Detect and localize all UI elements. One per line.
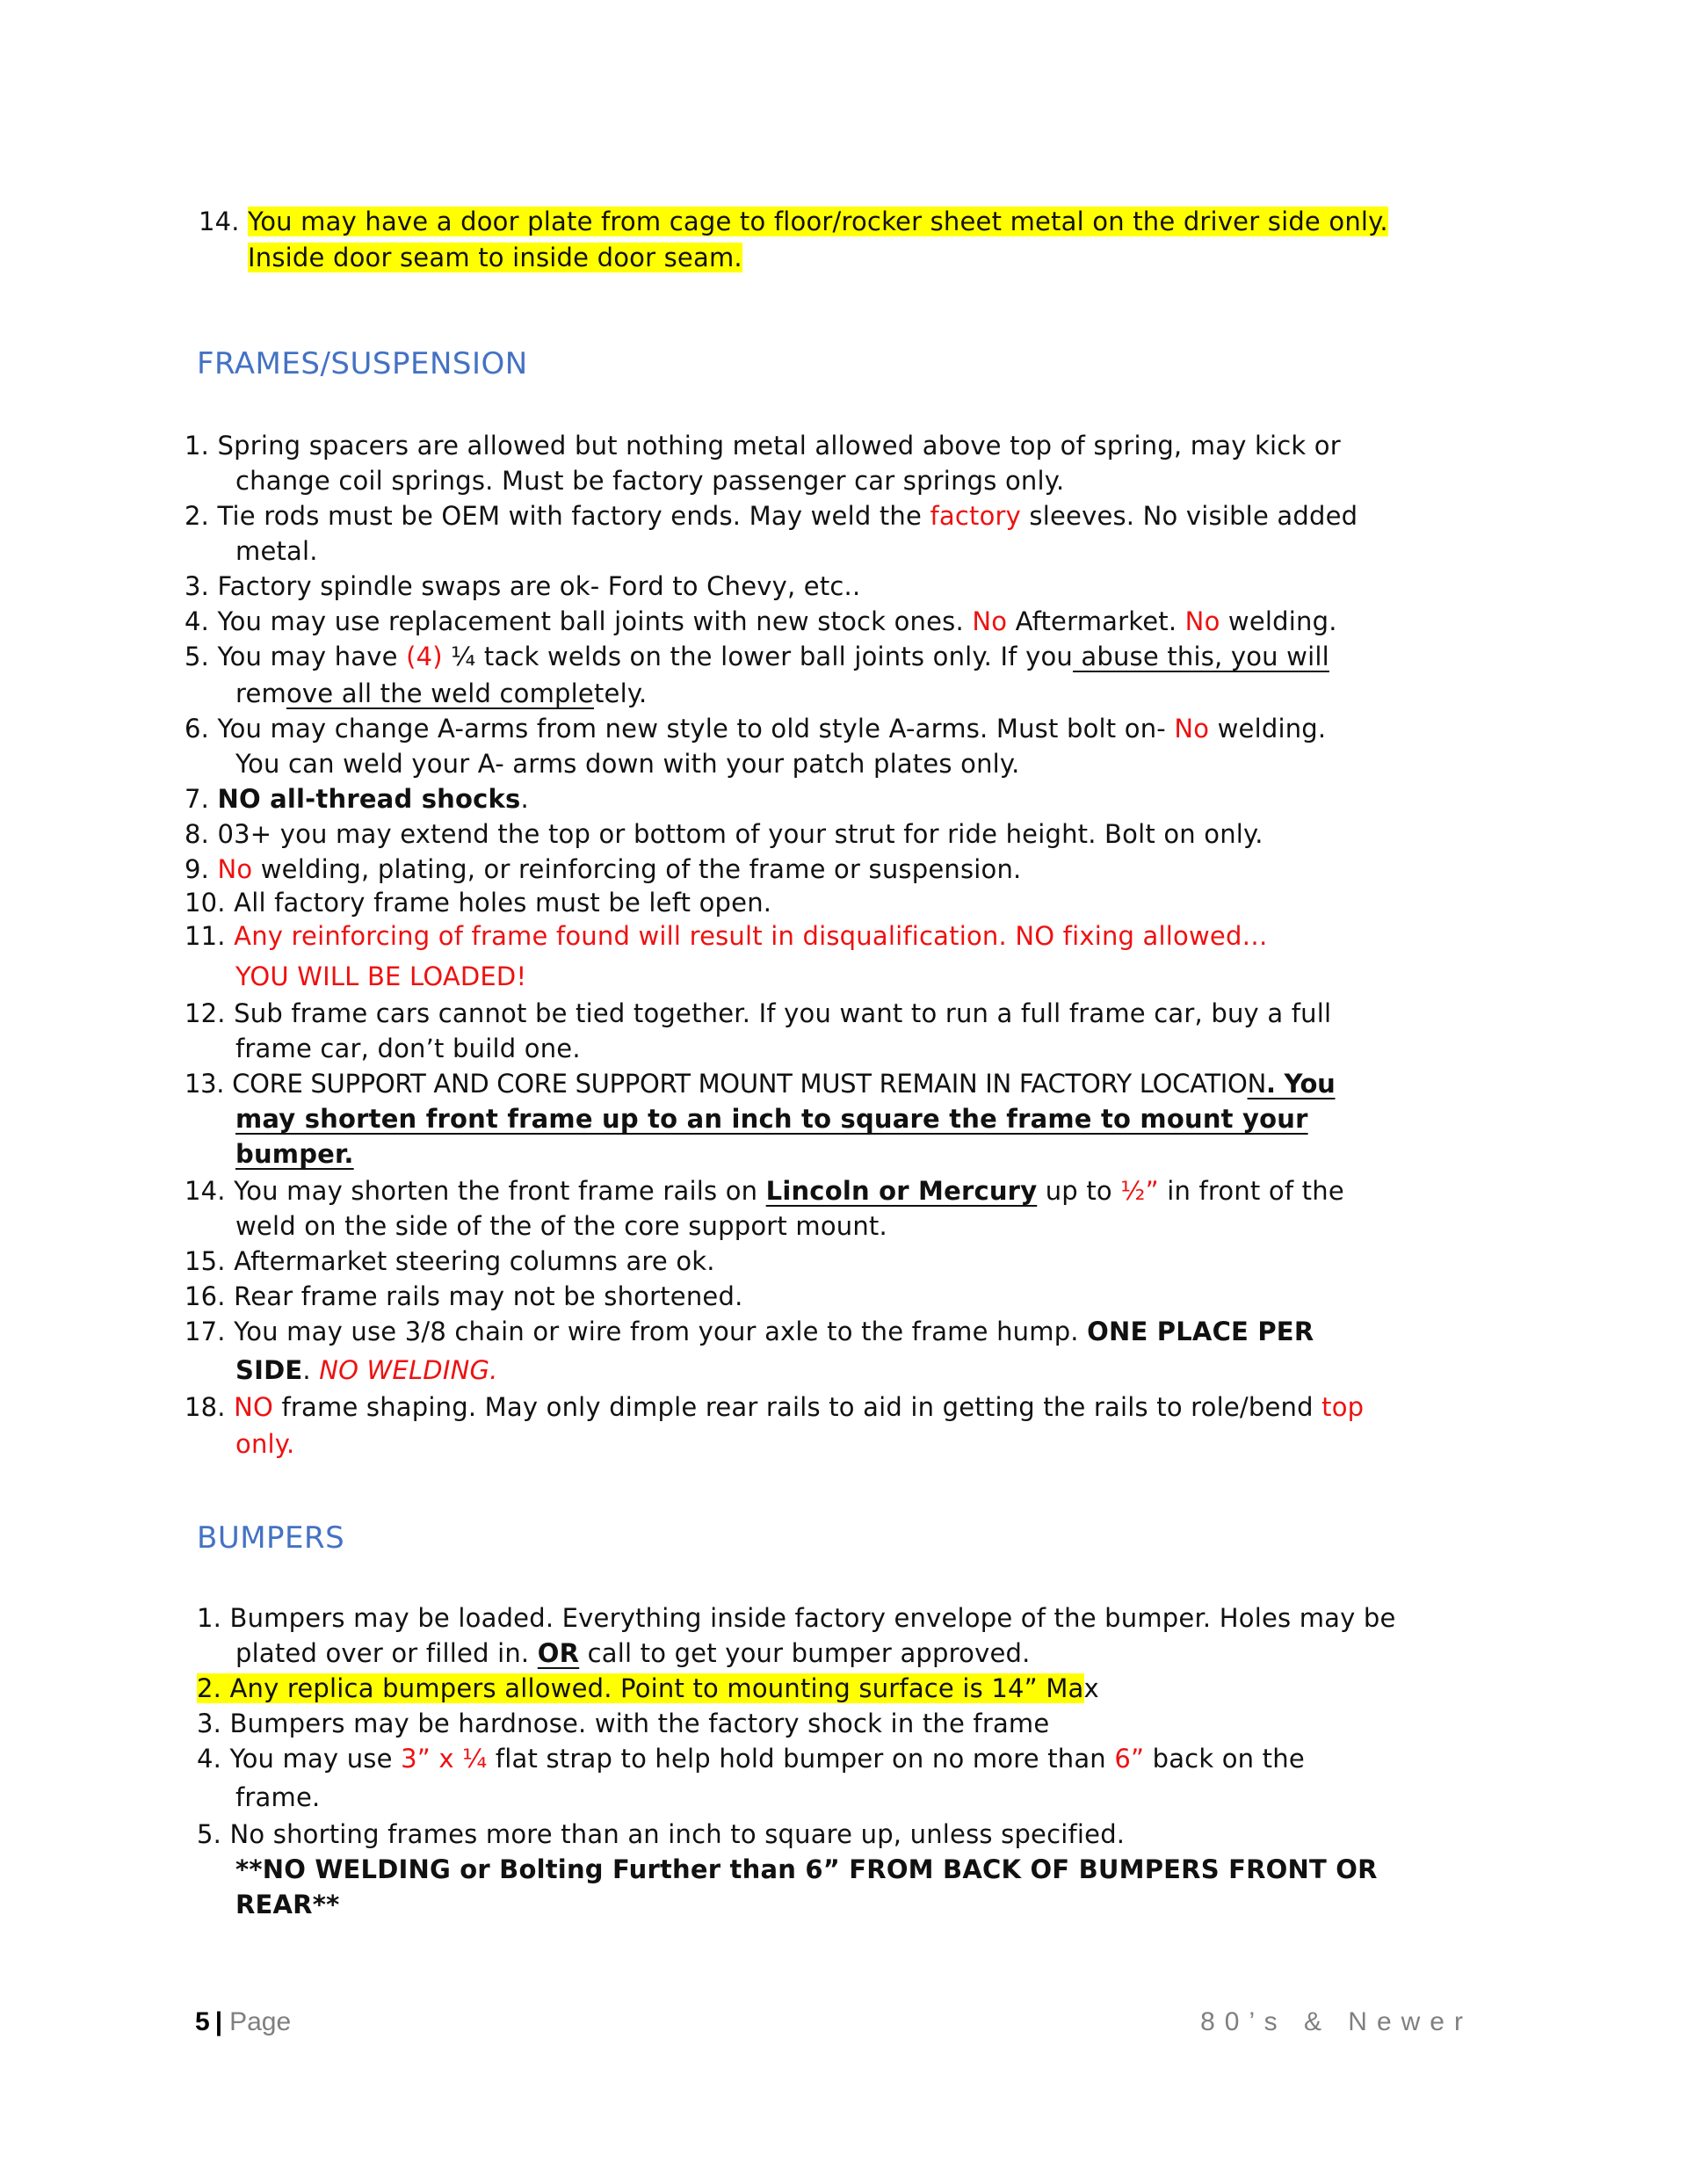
underlined-text: . You	[1266, 1069, 1336, 1099]
item-text-emphasis: NO all-thread shocks	[217, 784, 521, 814]
item-number: 4.	[197, 1744, 222, 1774]
item-text: plated over or filled in.	[235, 1638, 538, 1668]
red-emphasis: ½”	[1120, 1176, 1159, 1206]
item-text: Aftermarket steering columns are ok.	[234, 1246, 715, 1276]
item-text: Spring spacers are allowed but nothing metal allowed above top of spring, may kick or	[217, 431, 1341, 461]
list-item-continuation	[235, 1353, 498, 1387]
list-item	[185, 1280, 743, 1313]
item-number: 17.	[185, 1317, 226, 1346]
underlined-text: Lincoln or Mercury	[765, 1176, 1038, 1206]
list-item	[197, 1742, 1305, 1775]
item-text: call to get your bumper approved.	[579, 1638, 1031, 1668]
item-text: Bumpers may be loaded. Everything inside factory envelope of the bumper. Holes may be	[229, 1603, 1396, 1633]
section-heading-frames: FRAMES/SUSPENSION	[197, 346, 528, 381]
red-emphasis: top	[1321, 1392, 1365, 1422]
list-item-continuation	[235, 1032, 581, 1065]
item-number: 8.	[185, 819, 210, 849]
list-item	[185, 782, 529, 816]
section-heading-bumpers: BUMPERS	[197, 1520, 345, 1556]
list-item	[185, 640, 1329, 673]
list-item	[185, 886, 771, 919]
bumpers-note	[235, 1853, 1378, 1886]
red-emphasis: No	[1174, 714, 1210, 744]
list-item	[185, 1315, 1314, 1348]
underlined-text: N	[1247, 1069, 1266, 1099]
item-text: You can weld your A- arms down with your patch plates only.	[235, 749, 1020, 779]
page-footer-title: 80’s & Newer	[1200, 2007, 1473, 2036]
note-text: **NO WELDING or Bolting Further than 6” FROM BACK OF BUMPERS FRONT OR	[235, 1854, 1378, 1884]
item-number: 5.	[185, 642, 210, 671]
highlighted-text	[197, 1673, 1084, 1703]
list-item	[197, 1672, 1099, 1705]
list-item-continuation	[235, 534, 318, 568]
list-item	[185, 997, 1331, 1030]
item-text: frame.	[235, 1782, 321, 1812]
item-text: .	[520, 784, 529, 814]
list-item-continuation	[235, 677, 647, 710]
list-item-continuation	[235, 1137, 354, 1171]
highlighted-text: Inside door seam to inside door seam.	[248, 243, 742, 272]
item-text: welding.	[1220, 606, 1337, 636]
list-item	[185, 919, 1268, 953]
item-text: Any replica bumpers allowed. Point to mounting surface is 14” Ma	[229, 1673, 1084, 1703]
list-item	[185, 570, 860, 603]
item-text: frame car, don’t build one.	[235, 1034, 581, 1063]
list-item	[197, 1601, 1396, 1635]
item-number: 3.	[197, 1709, 222, 1738]
item-text: .	[302, 1355, 320, 1385]
list-item	[185, 1174, 1344, 1208]
item-number: 13.	[185, 1069, 225, 1099]
item-text: weld on the side of the of the core support mount.	[235, 1211, 887, 1241]
item-text: All factory frame holes must be left open.	[234, 888, 772, 918]
item-number: 1.	[197, 1603, 222, 1633]
item-text: frame shaping. May only dimple rear rails to aid in getting the rails to role/bend	[273, 1392, 1322, 1422]
item-number: 2.	[185, 501, 210, 531]
item-text: You may use	[229, 1744, 402, 1774]
item-text: Tie rods must be OEM with factory ends. May weld the	[217, 501, 930, 531]
item-text: You may use 3/8 chain or wire from your axle to the frame hump.	[234, 1317, 1088, 1346]
item-text: You may change A-arms from new style to old style A-arms. Must bolt on-	[217, 714, 1175, 744]
red-emphasis: NO	[234, 1392, 274, 1422]
list-item-continuation	[235, 1427, 294, 1461]
item-text: rem	[235, 678, 286, 708]
item-number: 4.	[185, 606, 210, 636]
item-number: 7.	[185, 784, 210, 814]
list-item-continuation	[235, 1636, 1031, 1670]
page-number: 5	[195, 2007, 210, 2036]
red-emphasis: No	[972, 606, 1008, 636]
red-emphasis: No	[1184, 606, 1220, 636]
item-number: 9.	[185, 854, 210, 884]
red-warning-text: NO WELDING.	[319, 1355, 498, 1385]
item-text: ¼ tack welds on the lower ball joints only. If you	[442, 642, 1073, 671]
item-text: metal.	[235, 536, 318, 566]
red-warning-text: YOU WILL BE LOADED!	[235, 961, 527, 991]
item-text: tely.	[593, 678, 648, 708]
list-item	[185, 1067, 1336, 1100]
item-number: 14.	[199, 207, 240, 236]
item-text: sleeves. No visible added	[1021, 501, 1358, 531]
item-text-emphasis: ONE PLACE PER	[1087, 1317, 1314, 1346]
list-item	[185, 712, 1326, 745]
underlined-text: abuse this, you will	[1072, 642, 1329, 671]
underlined-text: may shorten front frame up to an inch to square the frame to mount your	[235, 1104, 1308, 1134]
item-text: flat strap to help hold bumper on no more than	[487, 1744, 1115, 1774]
item-text: welding, plating, or reinforcing of the frame or suspension.	[252, 854, 1022, 884]
red-emphasis: (4)	[406, 642, 443, 671]
item-number: 2.	[197, 1673, 222, 1703]
item-number: 10.	[185, 888, 226, 918]
item-text: You may have	[217, 642, 407, 671]
list-item-continuation	[235, 464, 1064, 497]
list-item	[185, 1390, 1364, 1424]
red-emphasis: No	[217, 854, 253, 884]
item-text: Factory spindle swaps are ok- Ford to Chevy, etc..	[217, 571, 861, 601]
bumpers-note-continuation	[235, 1888, 339, 1921]
item-text: Aftermarket.	[1007, 606, 1185, 636]
list-item-continuation	[235, 1781, 320, 1814]
item-text: x	[1083, 1673, 1099, 1703]
list-item	[185, 853, 1021, 886]
list-item-continuation	[235, 1209, 887, 1243]
red-emphasis: 6”	[1114, 1744, 1145, 1774]
footer-separator: |	[214, 2007, 223, 2036]
underlined-text: ove all the weld comple	[286, 678, 594, 708]
red-emphasis: factory	[930, 501, 1022, 531]
item-text: You may use replacement ball joints with new stock ones.	[217, 606, 973, 636]
item-number: 11.	[185, 921, 226, 951]
item-text: Rear frame rails may not be shortened.	[234, 1281, 743, 1311]
list-item	[185, 605, 1337, 638]
underlined-text: bumper.	[235, 1139, 354, 1169]
item-text-emphasis: SIDE	[235, 1355, 303, 1385]
item-text: Bumpers may be hardnose. with the factory shock in the frame	[229, 1709, 1050, 1738]
list-item	[185, 817, 1263, 851]
underlined-text: OR	[537, 1638, 580, 1668]
item-number: 18.	[185, 1392, 226, 1422]
item-text: You may shorten the front frame rails on	[234, 1176, 766, 1206]
list-item-continuation	[248, 241, 742, 274]
item-text: 03+ you may extend the top or bottom of your strut for ride height. Bolt on only.	[217, 819, 1263, 849]
list-item-continuation	[235, 1102, 1346, 1136]
list-item	[185, 499, 1358, 533]
item-number: 3.	[185, 571, 210, 601]
item-number: 14.	[185, 1176, 226, 1206]
item-number: 5.	[197, 1819, 222, 1849]
list-item	[185, 429, 1341, 462]
highlighted-text: You may have a door plate from cage to floor/rocker sheet metal on the driver side only.	[248, 207, 1388, 236]
red-emphasis: only.	[235, 1429, 295, 1459]
page-label: Page	[229, 2007, 292, 2036]
item-text: welding.	[1209, 714, 1327, 744]
item-text: CORE SUPPORT AND CORE SUPPORT MOUNT MUST REMAIN IN FACTORY LOCATIO	[232, 1069, 1248, 1099]
item-number: 15.	[185, 1246, 226, 1276]
item-text: No shorting frames more than an inch to square up, unless specified.	[229, 1819, 1126, 1849]
item-number: 16.	[185, 1281, 226, 1311]
item-text: back on the	[1144, 1744, 1305, 1774]
list-item-continuation	[235, 747, 1020, 780]
item-number: 1.	[185, 431, 210, 461]
item-text: change coil springs. Must be factory passenger car springs only.	[235, 466, 1065, 496]
item-text: Sub frame cars cannot be tied together. If you want to run a full frame car, buy a full	[234, 998, 1332, 1028]
red-warning-text: Any reinforcing of frame found will result in disqualification. NO fixing allowed…	[234, 921, 1268, 951]
item-number: 12.	[185, 998, 226, 1028]
list-item	[197, 1818, 1125, 1851]
list-item-continuation	[235, 960, 526, 993]
page-footer-number	[195, 2007, 291, 2037]
item-text: up to	[1037, 1176, 1121, 1206]
list-item	[199, 205, 1388, 238]
list-item	[185, 1244, 715, 1278]
item-text: in front of the	[1158, 1176, 1344, 1206]
note-text: REAR**	[235, 1890, 340, 1919]
red-emphasis: 3” x ¼	[401, 1744, 488, 1774]
item-number: 6.	[185, 714, 210, 744]
list-item	[197, 1707, 1049, 1740]
